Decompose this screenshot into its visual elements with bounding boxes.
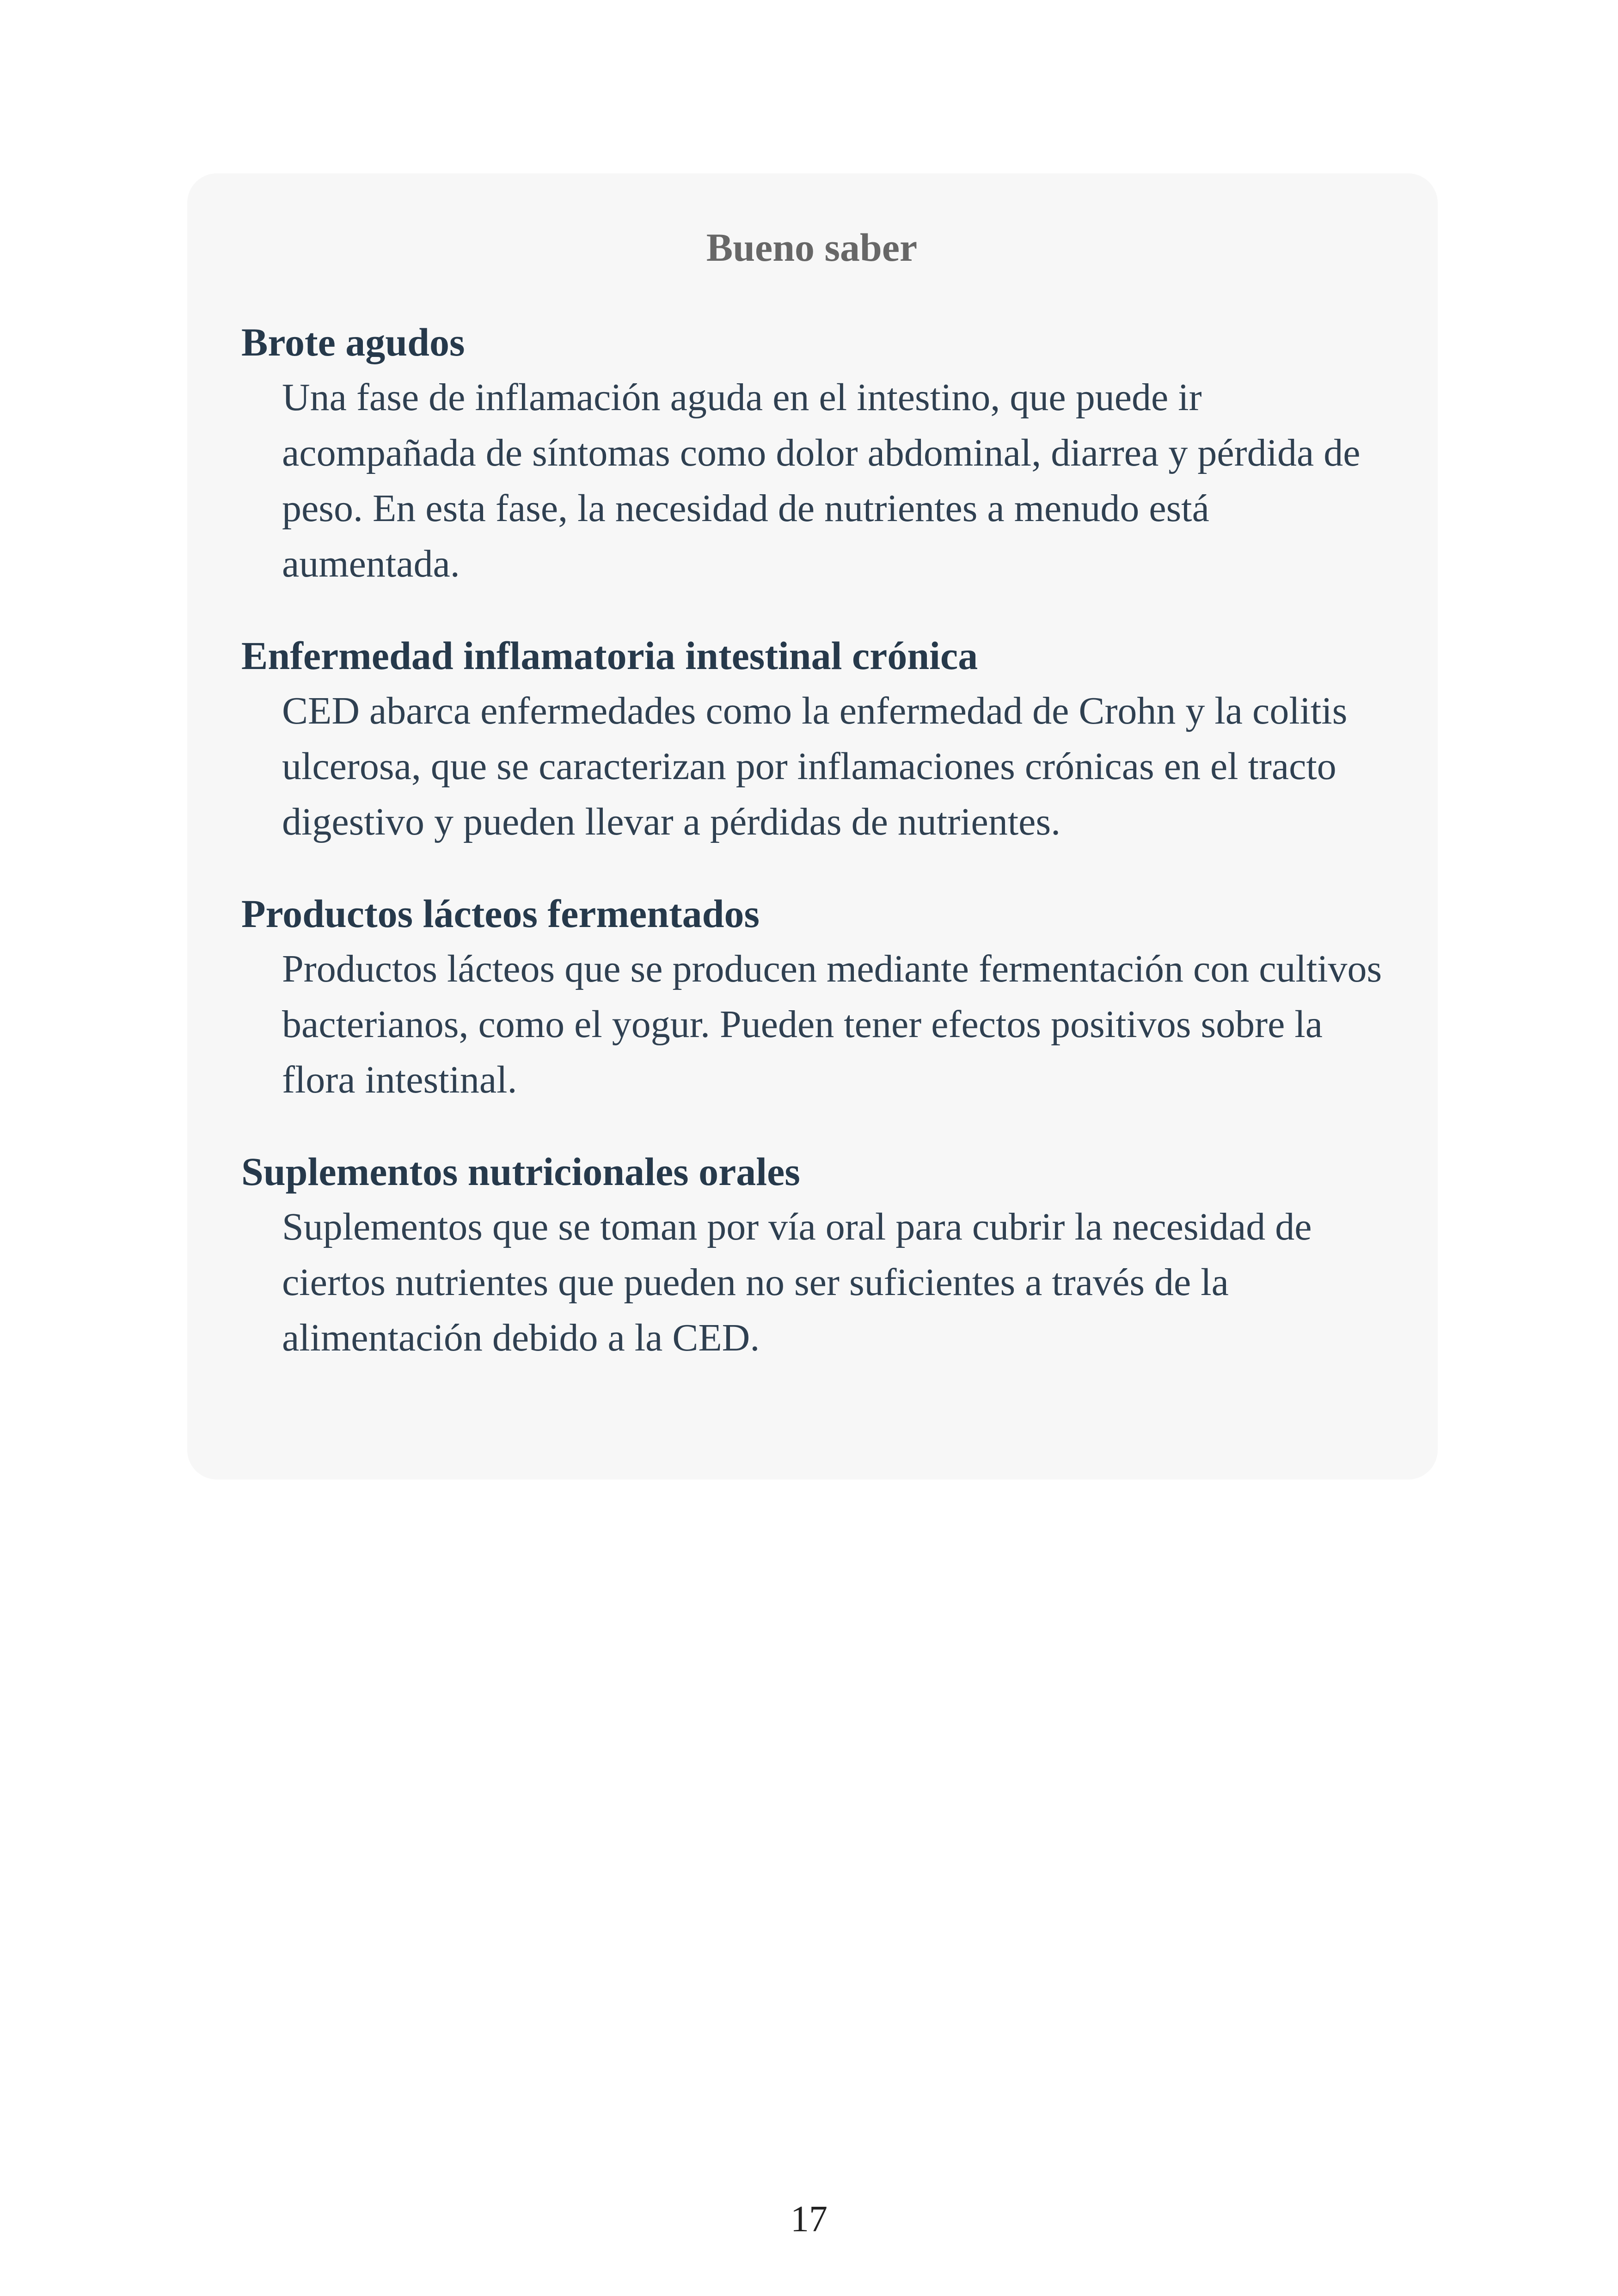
term-entry (241, 319, 1382, 592)
page-number: 17 (791, 2199, 827, 2240)
term-entry (241, 632, 1382, 850)
info-box (187, 173, 1438, 1480)
term-title: Suplementos nutricionales orales (241, 1149, 800, 1194)
term-description: CED abarca enfermedades como la enfermedad de Crohn y la colitis ulcerosa, que se caracterizan por inflamaciones crónicas en el tracto digestivo y pueden llevar a pérdidas de nutrientes. (282, 689, 1348, 843)
term-description: Productos lácteos que se producen mediante fermentación con cultivos bacterianos, como el yogur. Pueden tener efectos positivos sobre la flora intestinal. (282, 947, 1382, 1101)
term-entry (241, 1148, 1382, 1366)
info-box-title: Bueno saber (706, 225, 918, 270)
term-entry (241, 890, 1382, 1108)
term-title: Enfermedad inflamatoria intestinal crónica (241, 633, 978, 678)
term-description: Suplementos que se toman por vía oral para cubrir la necesidad de ciertos nutrientes que pueden no ser suficientes a través de la alimentación debido a la CED. (282, 1205, 1312, 1359)
term-description: Una fase de inflamación aguda en el intestino, que puede ir acompañada de síntomas como dolor abdominal, diarrea y pérdida de peso. En esta fase, la necesidad de nutrientes a menudo está aumentada. (282, 376, 1361, 585)
term-title: Brote agudos (241, 320, 465, 364)
term-title: Productos lácteos fermentados (241, 891, 760, 936)
